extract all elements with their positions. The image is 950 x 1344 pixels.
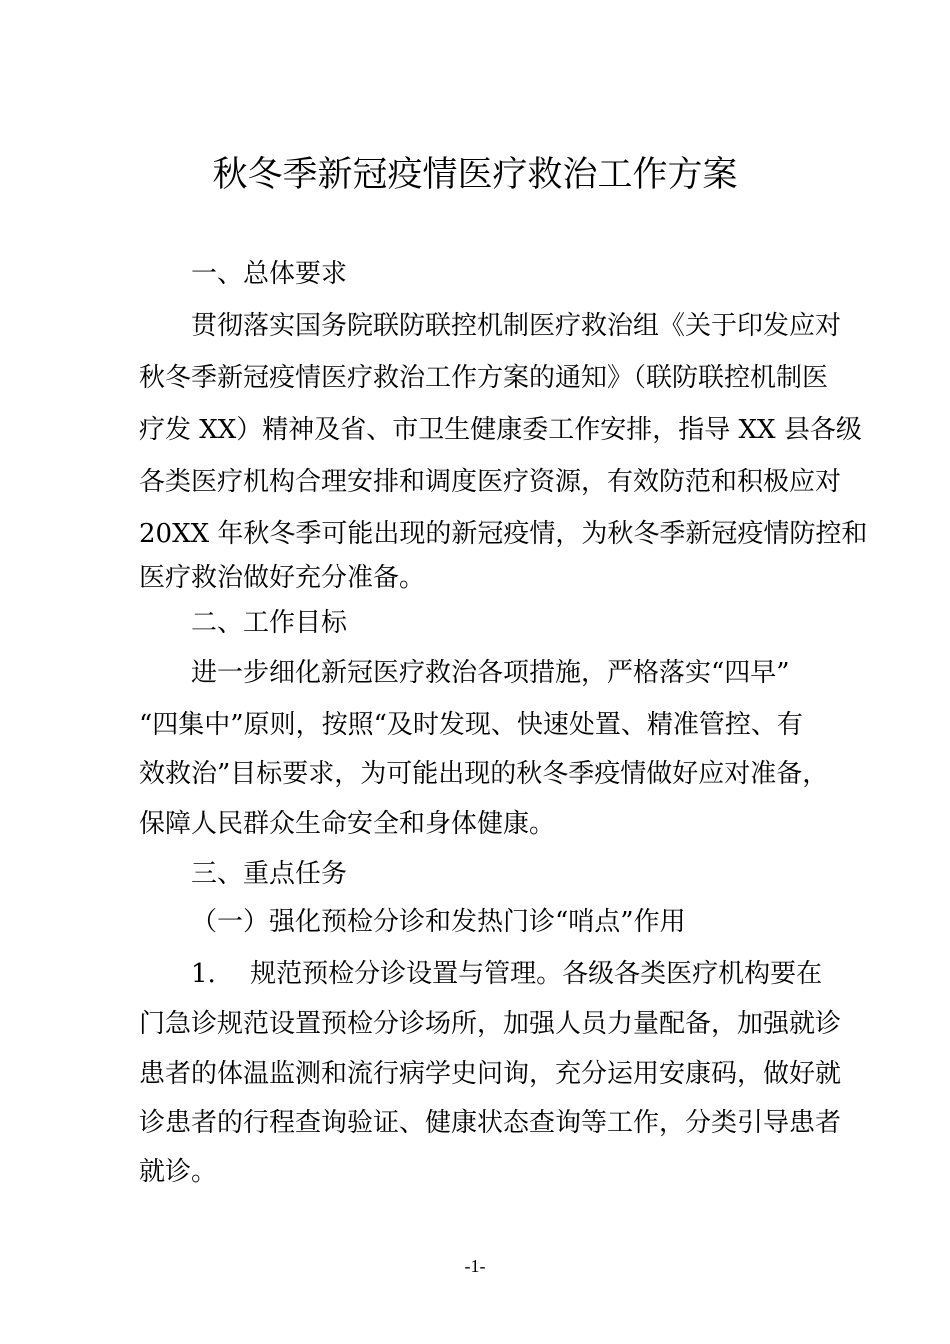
paragraph-line: 秋冬季新冠疫情医疗救治工作方案的通知》（联防联控机制医 xyxy=(139,363,829,393)
page-title: 秋冬季新冠疫情医疗救治工作方案 xyxy=(212,155,738,195)
section-heading-work-goals: 二、工作目标 xyxy=(191,608,348,638)
paragraph-line: “四集中”原则，按照“及时发现、快速处置、精准管控、有 xyxy=(139,710,803,740)
paragraph-line: 1. 规范预检分诊设置与管理。各级各类医疗机构要在 xyxy=(191,959,823,989)
page-number: -1- xyxy=(464,1256,486,1276)
section-heading-key-tasks: 三、重点任务 xyxy=(191,859,348,889)
paragraph-line: 进一步细化新冠医疗救治各项措施，严格落实“四早” xyxy=(191,658,790,688)
paragraph-line: 诊患者的行程查询验证、健康状态查询等工作，分类引导患者 xyxy=(139,1108,842,1138)
paragraph-line: 各类医疗机构合理安排和调度医疗资源，有效防范和积极应对 xyxy=(139,467,842,497)
paragraph-line: 就诊。 xyxy=(139,1157,218,1187)
section-heading-overall-requirements: 一、总体要求 xyxy=(191,259,348,289)
paragraph-line: 疗发 XX）精神及省、市卫生健康委工作安排，指导 XX 县各级 xyxy=(139,415,862,445)
paragraph-line: 门急诊规范设置预检分诊场所，加强人员力量配备，加强就诊 xyxy=(139,1009,842,1039)
paragraph-line: 贯彻落实国务院联防联控机制医疗救治组《关于印发应对 xyxy=(191,311,842,341)
paragraph-line: 患者的体温监测和流行病学史问询，充分运用安康码，做好就 xyxy=(139,1059,842,1089)
subsection-heading: （一）强化预检分诊和发热门诊“哨点”作用 xyxy=(191,907,686,937)
paragraph-line: 20XX 年秋冬季可能出现的新冠疫情，为秋冬季新冠疫情防控和 xyxy=(139,519,868,549)
paragraph-line: 医疗救治做好充分准备。 xyxy=(139,563,426,593)
paragraph-line: 效救治”目标要求，为可能出现的秋冬季疫情做好应对准备， xyxy=(139,759,829,789)
paragraph-line: 保障人民群众生命安全和身体健康。 xyxy=(139,809,556,839)
